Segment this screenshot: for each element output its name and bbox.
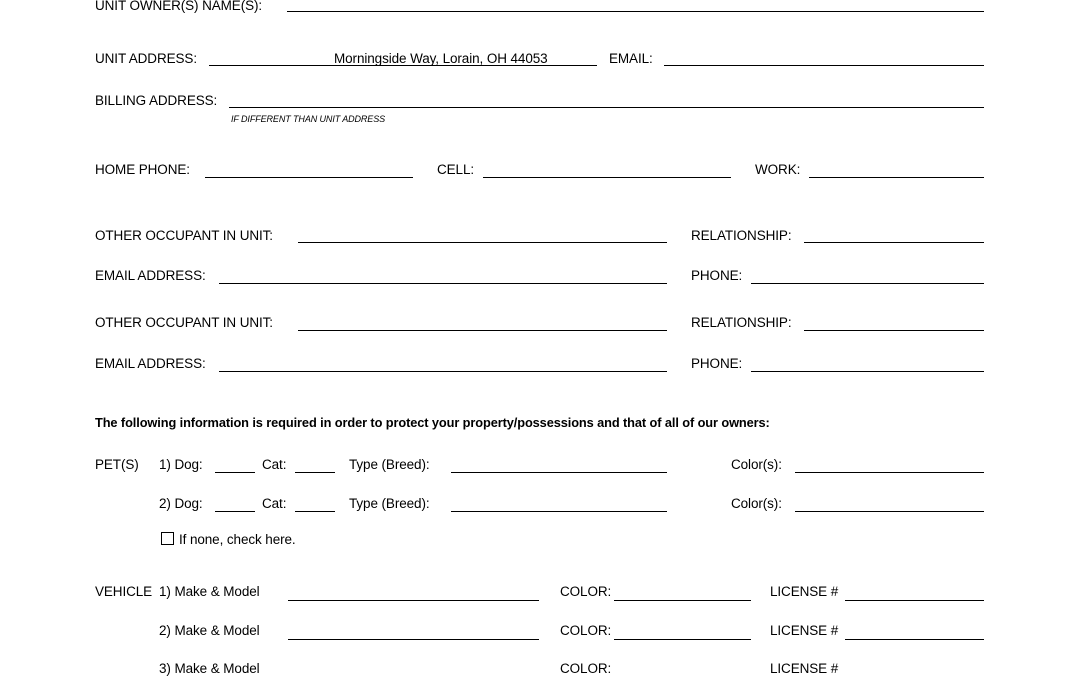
- occupant-2-label: OTHER OCCUPANT IN UNIT:: [95, 315, 273, 330]
- vehicle-2-license-field[interactable]: [845, 639, 984, 640]
- vehicle-2-color-label: COLOR:: [560, 623, 612, 638]
- pet-2-color-label: Color(s):: [731, 496, 782, 511]
- vehicle-1-make-label: 1) Make & Model: [159, 584, 260, 599]
- occupant-2-phone-label: PHONE:: [691, 356, 743, 371]
- vehicle-1-make-field[interactable]: [288, 600, 539, 601]
- pet-2-breed-label: Type (Breed):: [349, 496, 430, 511]
- occupant-2-field[interactable]: [298, 330, 667, 331]
- owner-names-field[interactable]: [287, 11, 984, 12]
- pet-1-color-field[interactable]: [795, 472, 984, 473]
- vehicle-2-make-field[interactable]: [288, 639, 539, 640]
- vehicles-label: VEHICLE: [95, 584, 153, 599]
- pet-1-cat-field[interactable]: [295, 472, 335, 473]
- vehicle-1-license-label: LICENSE #: [770, 584, 839, 599]
- pet-2-color-field[interactable]: [795, 511, 984, 512]
- occupant-2-email-field[interactable]: [219, 371, 667, 372]
- pet-2-dog-field[interactable]: [215, 511, 255, 512]
- billing-address-label: BILLING ADDRESS:: [95, 93, 218, 108]
- occupant-2-email-label: EMAIL ADDRESS:: [95, 356, 206, 371]
- occupant-1-label: OTHER OCCUPANT IN UNIT:: [95, 228, 273, 243]
- pet-2-breed-field[interactable]: [451, 511, 667, 512]
- billing-address-field[interactable]: [229, 107, 984, 108]
- pet-1-breed-label: Type (Breed):: [349, 457, 430, 472]
- occupant-1-relationship-field[interactable]: [804, 242, 984, 243]
- occupant-1-phone-label: PHONE:: [691, 268, 743, 283]
- pet-1-cat-label: Cat:: [262, 457, 287, 472]
- vehicle-1-license-field[interactable]: [845, 600, 984, 601]
- work-phone-field[interactable]: [809, 177, 984, 178]
- unit-address-value: Morningside Way, Lorain, OH 44053: [334, 51, 548, 66]
- occupant-1-relationship-label: RELATIONSHIP:: [691, 228, 792, 243]
- unit-email-label: EMAIL:: [609, 51, 653, 66]
- required-info-notice: The following information is required in order to protect your property/possessions and that of all of our owners:: [95, 415, 770, 430]
- occupant-2-phone-field[interactable]: [751, 371, 984, 372]
- occupant-1-email-field[interactable]: [219, 283, 667, 284]
- cell-phone-field[interactable]: [483, 177, 731, 178]
- vehicle-2-color-field[interactable]: [614, 639, 751, 640]
- unit-email-field[interactable]: [664, 65, 984, 66]
- vehicle-1-color-field[interactable]: [614, 600, 751, 601]
- work-phone-label: WORK:: [755, 162, 801, 177]
- pet-2-dog-label: 2) Dog:: [159, 496, 203, 511]
- home-phone-label: HOME PHONE:: [95, 162, 190, 177]
- billing-address-note: IF DIFFERENT THAN UNIT ADDRESS: [231, 114, 386, 124]
- occupant-1-email-label: EMAIL ADDRESS:: [95, 268, 206, 283]
- vehicle-3-color-label: COLOR:: [560, 661, 612, 676]
- pet-2-cat-label: Cat:: [262, 496, 287, 511]
- pet-1-breed-field[interactable]: [451, 472, 667, 473]
- occupant-1-field[interactable]: [298, 242, 667, 243]
- owner-names-label: UNIT OWNER(S) NAME(S):: [95, 0, 263, 13]
- occupant-1-phone-field[interactable]: [751, 283, 984, 284]
- pet-1-dog-field[interactable]: [215, 472, 255, 473]
- vehicle-3-license-label: LICENSE #: [770, 661, 839, 676]
- occupant-2-relationship-label: RELATIONSHIP:: [691, 315, 792, 330]
- no-pets-checkbox[interactable]: [161, 532, 174, 545]
- vehicle-2-license-label: LICENSE #: [770, 623, 839, 638]
- home-phone-field[interactable]: [205, 177, 413, 178]
- pet-1-dog-label: 1) Dog:: [159, 457, 203, 472]
- pet-1-color-label: Color(s):: [731, 457, 782, 472]
- occupant-2-relationship-field[interactable]: [804, 330, 984, 331]
- no-pets-label: If none, check here.: [179, 532, 296, 547]
- cell-phone-label: CELL:: [437, 162, 475, 177]
- pet-2-cat-field[interactable]: [295, 511, 335, 512]
- vehicle-3-make-label: 3) Make & Model: [159, 661, 260, 676]
- unit-address-label: UNIT ADDRESS:: [95, 51, 197, 66]
- no-pets-option: [161, 532, 296, 548]
- vehicle-2-make-label: 2) Make & Model: [159, 623, 260, 638]
- pets-label: PET(S): [95, 457, 139, 472]
- vehicle-1-color-label: COLOR:: [560, 584, 612, 599]
